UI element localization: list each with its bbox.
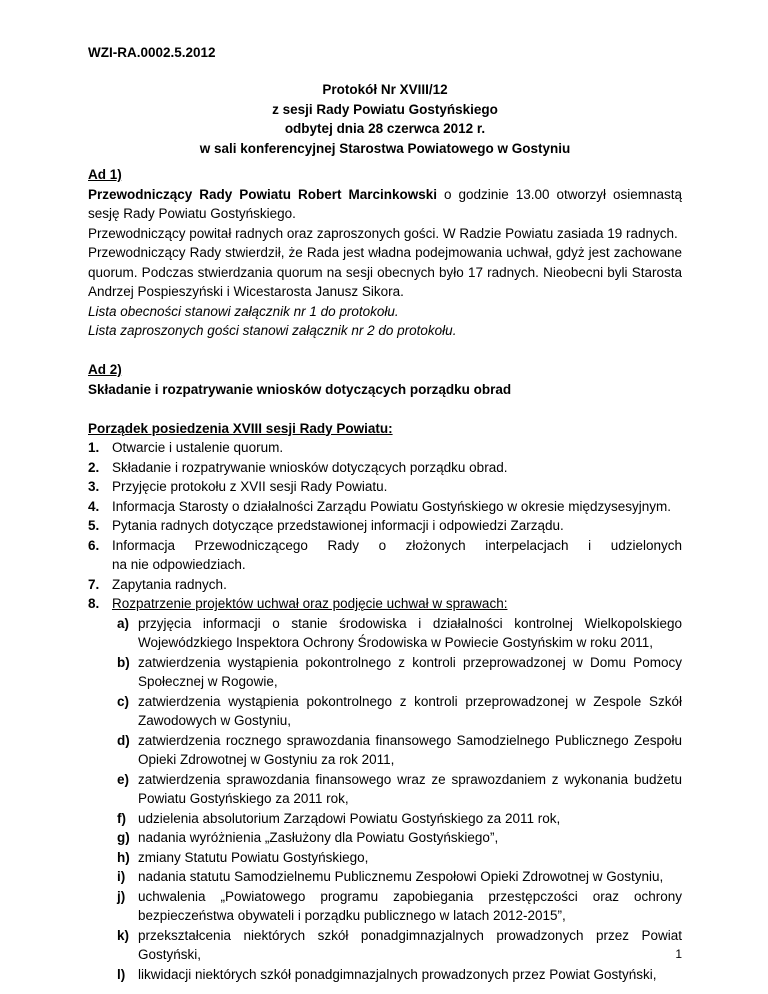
- agenda-item: 3. Przyjęcie protokołu z XVII sesji Rady Powiatu.: [88, 479, 388, 494]
- resolution-item: k) przekształcenia niektórych szkół ponadgimnazjalnych prowadzonych przez Powiat Gostyński,: [117, 927, 682, 962]
- agenda-item: 2. Składanie i rozpatrywanie wniosków dotyczących porządku obrad.: [88, 459, 508, 475]
- resolution-item: l) likwidacji niektórych szkół ponadgimnazjalnych prowadzonych przez Powiat Gostyński,: [117, 966, 657, 982]
- protocol-heading: [88, 80, 682, 158]
- ad1-paragraph-1: [88, 185, 682, 224]
- resolution-item: c) zatwierdzenia wystąpienia pokontrolnego z kontroli przeprowadzonej w Zespole Szkół Zawodowych w Gostyniu,: [117, 693, 682, 728]
- resolution-item: b) zatwierdzenia wystąpienia pokontrolnego z kontroli przeprowadzonej w Domu Pomocy Społecznej w Rogowie,: [117, 654, 682, 689]
- agenda-item: 1. Otwarcie i ustalenie quorum.: [88, 440, 284, 455]
- document-body: [88, 165, 682, 984]
- document-id: WZI-RA.0002.5.2012: [88, 45, 216, 60]
- ad2-title: Ad 2): [88, 362, 122, 377]
- heading-line-1: Protokół Nr XVIII/12: [322, 82, 448, 97]
- resolution-item: d) zatwierdzenia rocznego sprawozdania finansowego Samodzielnego Publicznego Zespołu Opieki Zdrowotnej w Gostyniu za rok 2011,: [117, 732, 682, 767]
- ad2-subtitle: Składanie i rozpatrywanie wniosków dotyczących porządku obrad: [88, 381, 512, 397]
- resolution-item: f) udzielenia absolutorium Zarządowi Powiatu Gostyńskiego za 2011 rok,: [117, 810, 561, 826]
- agenda-item: 8. Rozpatrzenie projektów uchwał oraz podjęcie uchwał w sprawach: a) przyjęcia informacji o stanie środowiska i działalności kontrolnej Wielkopolskiego Wojewódzkiego Inspektora Ochrony Środowiska w Powiecie Gostyńskim w roku 2011, b) zatwierdzenia wystąpienia pokontrolnego z kontroli przeprowadzonej w Domu Pomocy Społecznej w Rogowie, c) zatwierdzenia wystąpienia pokontrolnego z kontroli przeprowadzonej w Zespole Szkół Zawodowych w Gostyniu, d) zatwierdzenia rocznego sprawozdania finansowego Samodzielnego Publicznego Zespołu Opieki Zdrowotnej w Gostyniu za rok 2011, e) zatwierdzenia sprawozdania finansowego wraz ze sprawozdaniem z wykonania budżetu Powiatu Gostyńskiego za 2011 rok, f) udzielenia absolutorium Zarządowi Powiatu Gostyńskiego za 2011 rok, g) nadania wyróżnienia „Zasłużony dla Powiatu Gostyńskiego”, h) zmiany Statutu Powiatu Gostyńskiego, i) nadania statutu Samodzielnemu Publicznemu Zespołowi Opieki Zdrowotnej w Gostyniu, j) uchwalenia „Powiatowego programu zapobiegania przestępczości oraz ochrony bezpieczeństwa obywateli i porządku publicznego w latach 2012-2015”, k) przekształcenia niektórych szkół ponadgimnazjalnych prowadzonych przez Powiat Gostyński, l) likwidacji niektórych szkół ponadgimnazjalnych prowadzonych przez Powiat Gostyński,: [88, 594, 682, 984]
- heading-line-3: odbytej dnia 28 czerwca 2012 r.: [284, 121, 486, 136]
- page-number: 1: [675, 947, 682, 961]
- document-page: [88, 0, 682, 994]
- resolution-item: g) nadania wyróżnienia „Zasłużony dla Powiatu Gostyńskiego”,: [117, 830, 499, 845]
- chair-name: Przewodniczący Rady Powiatu Robert Marcinkowski: [88, 186, 437, 202]
- heading-line-2: z sesji Rady Powiatu Gostyńskiego: [272, 101, 498, 117]
- agenda-item: 5. Pytania radnych dotyczące przedstawionej informacji i odpowiedzi Zarządu.: [88, 518, 564, 533]
- resolutions-list: [112, 614, 682, 985]
- agenda-item: 6. Informacja Przewodniczącego Rady o złożonych interpelacjach i udzielonych na nie odpowiedziach.: [88, 537, 682, 572]
- heading-line-4: w sali konferencyjnej Starostwa Powiatowego w Gostyniu: [199, 140, 571, 156]
- guests-note: Lista zaproszonych gości stanowi załącznik nr 2 do protokołu.: [88, 323, 457, 338]
- attendance-note: Lista obecności stanowi załącznik nr 1 do protokołu.: [88, 303, 399, 319]
- resolution-item: e) zatwierdzenia sprawozdania finansowego wraz ze sprawozdaniem z wykonania budżetu Powiatu Gostyńskiego za 2011 rok,: [117, 771, 682, 806]
- ad1-title: Ad 1): [88, 167, 122, 182]
- agenda-title: Porządek posiedzenia XVIII sesji Rady Powiatu:: [88, 420, 393, 436]
- ad1-paragraph-3: Przewodniczący Rady stwierdził, że Rada jest władna podejmowania uchwał, gdyż jest zachowane quorum. Podczas stwierdzania quorum na sesji obecnych było 17 radnych. Nieobecni byli Starosta Andrzej Pospieszyński i Wicestarosta Janusz Sikora.: [88, 245, 682, 299]
- resolution-item: a) przyjęcia informacji o stanie środowiska i działalności kontrolnej Wielkopolskiego Wojewódzkiego Inspektora Ochrony Środowiska w Powiecie Gostyńskim w roku 2011,: [117, 615, 682, 650]
- agenda-item: 7. Zapytania radnych.: [88, 576, 227, 592]
- agenda-list: [88, 438, 682, 984]
- resolution-item: i) nadania statutu Samodzielnemu Publicznemu Zespołowi Opieki Zdrowotnej w Gostyniu,: [117, 869, 664, 884]
- agenda-item: 4. Informacja Starosty o działalności Zarządu Powiatu Gostyńskiego w okresie międzysesyjnym.: [88, 498, 671, 514]
- ad1-paragraph-2: Przewodniczący powitał radnych oraz zaproszonych gości. W Radzie Powiatu zasiada 19 radnych.: [88, 225, 678, 241]
- resolution-item: h) zmiany Statutu Powiatu Gostyńskiego,: [117, 849, 369, 865]
- opening-text: o godzinie 13.00 otworzył osiemnastą sesję Rady Powiatu Gostyńskiego.: [88, 186, 683, 221]
- resolution-item: j) uchwalenia „Powiatowego programu zapobiegania przestępczości oraz ochrony bezpieczeństwa obywateli i porządku publicznego w latach 2012-2015”,: [117, 888, 682, 923]
